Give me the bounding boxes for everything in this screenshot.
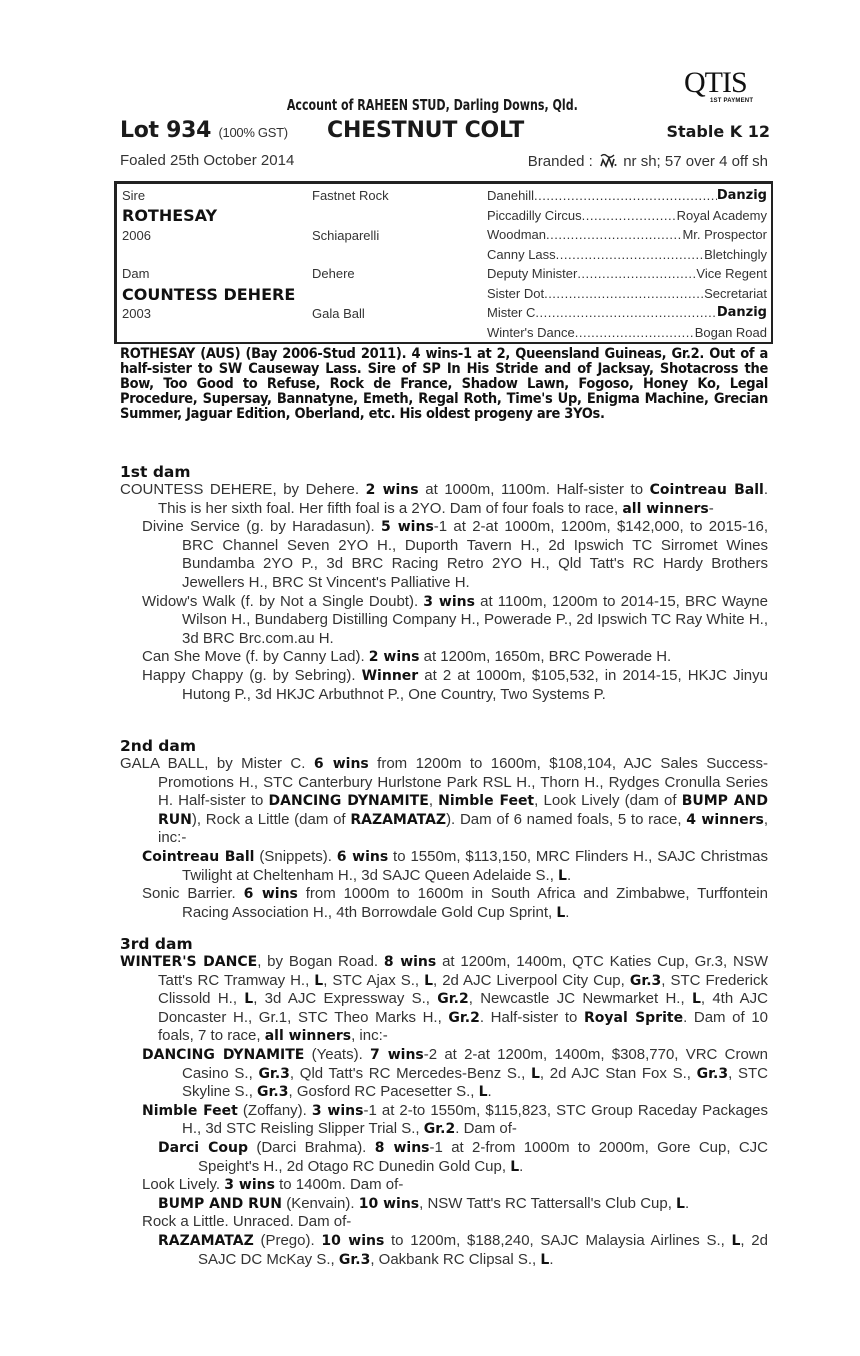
- branded-label: Branded :: [527, 153, 593, 170]
- progeny-paragraph: Rock a Little. Unraced. Dam of-: [142, 1213, 352, 1231]
- sire-dam: Schiaparelli: [312, 228, 380, 243]
- grandparent-name: Sister Dot: [487, 285, 545, 301]
- dam-label: Dam: [122, 266, 150, 281]
- leader-dots: [534, 186, 717, 206]
- great-grandsire-name: Mr. Prospector: [682, 227, 767, 242]
- leader-dots: [575, 323, 695, 343]
- second-dam-section: [120, 737, 768, 922]
- pedigree-grandparent-row: [487, 225, 767, 245]
- pedigree-grandparent-row: [487, 284, 767, 304]
- first-dam-section: [120, 463, 768, 704]
- dam-year: 2003: [122, 306, 151, 321]
- dam-paragraph: COUNTESS DEHERE, by Dehere. 2 wins at 1000m, 1100m. Half-sister to Cointreau Ball. This is her sixth foal. Her fifth foal is a 2YO. Dam of four foals to race, all winners-: [120, 481, 768, 517]
- grandparent-name: Canny Lass: [487, 246, 556, 262]
- pedigree-grandparents: [487, 186, 767, 342]
- sire-label: Sire: [122, 188, 146, 203]
- qtis-logo-text: QTIS: [684, 66, 747, 99]
- grandparent-name: Danehill: [487, 188, 534, 203]
- progeny-paragraph: Darci Coup (Darci Brahma). 8 wins-1 at 2-from 1000m to 2000m, Gore Cup, CJC Speight's H., 2d Otago RC Dunedin Gold Cup, L.: [158, 1138, 769, 1175]
- sire-name: ROTHESAY: [122, 206, 218, 225]
- grandparent-name: Piccadilly Circus: [487, 207, 582, 223]
- grandparent-name: Woodman: [487, 227, 547, 242]
- leader-dots: [544, 284, 704, 304]
- third-dam-heading: 3rd dam: [120, 935, 193, 953]
- lot-label: Lot 934: [120, 118, 212, 143]
- lot-number: [120, 118, 288, 143]
- progeny-paragraph: Widow's Walk (f. by Not a Single Doubt). 3 wins at 1100m, 1200m to 2014-15, BRC Wayne Wilson H., Bundaberg Distilling Company H., Powerade P., 2d Ipswich TC Ray White H., 3d BRC Brc.com.au H.: [142, 592, 768, 647]
- pedigree-table: [114, 181, 773, 344]
- leader-dots: [556, 245, 704, 265]
- third-dam-body: [120, 953, 768, 1269]
- great-grandsire-name: Bogan Road: [694, 324, 767, 340]
- great-grandsire-name: Vice Regent: [696, 266, 767, 281]
- account-text: Account of RAHEEN STUD, Darling Downs, Qld.: [286, 96, 578, 114]
- first-dam-heading: 1st dam: [120, 463, 191, 481]
- brand-mark-icon: [599, 152, 617, 168]
- qtis-logo-subtitle: 1ST PAYMENT: [710, 98, 754, 104]
- second-dam-body: [120, 755, 768, 922]
- leader-dots: [582, 206, 677, 226]
- third-dam-section: [120, 935, 768, 1269]
- great-grandsire-name: Royal Academy: [676, 207, 767, 223]
- leader-dots: [535, 303, 716, 323]
- great-grandsire-name: Bletchingly: [704, 246, 767, 262]
- account-line: [80, 96, 785, 114]
- foaled-date: Foaled 25th October 2014: [120, 152, 295, 169]
- grandparent-name: Mister C: [487, 305, 536, 320]
- progeny-paragraph: DANCING DYNAMITE (Yeats). 7 wins-2 at 2-at 1200m, 1400m, $308,770, VRC Crown Casino S., Gr.3, Qld Tatt's RC Mercedes-Benz S., L, 2d AJC Stan Fox S., Gr.3, STC Skyline S., Gr.3, Gosford RC Pacesetter S., L.: [142, 1045, 768, 1101]
- progeny-paragraph: Divine Service (g. by Haradasun). 5 wins-1 at 2-at 1000m, 1200m, $142,000, to 2015-16, BRC Channel Seven 2YO H., Duporth Tavern H., 2d Ipswich TC Sirromet Wines Bundamba 2YO P., 3d BRC Racing Retro 2YO H., Qld Tatt's RC Hardy Brothers Jewellers H., BRC St Vincent's Palliative H.: [142, 518, 768, 591]
- great-grandsire-name: Secretariat: [704, 285, 767, 301]
- dam-name: COUNTESS DEHERE: [122, 285, 296, 304]
- dam-dam: Gala Ball: [312, 306, 365, 321]
- pedigree-grandparent-row: [487, 323, 767, 343]
- dam-paragraph: GALA BALL, by Mister C. 6 wins from 1200m to 1600m, $108,104, AJC Sales Success-Promotions H., STC Canterbury Hurlstone Park RSL H., Thorn H., Rydges Cronulla Series H. Half-sister to DANCING DYNAMITE, Nimble Feet, Look Lively (dam of BUMP AND RUN), Rock a Little (dam of RAZAMATAZ). Dam of 6 named foals, 5 to race, 4 winners, inc:-: [120, 755, 768, 847]
- great-grandsire-name: Danzig: [716, 188, 767, 203]
- progeny-paragraph: Can She Move (f. by Canny Lad). 2 wins at 1200m, 1650m, BRC Powerade H.: [142, 648, 672, 666]
- great-grandsire-name: Danzig: [716, 305, 767, 320]
- progeny-paragraph: Happy Chappy (g. by Sebring). Winner at 2 at 1000m, $105,532, in 2014-15, HKJC Jinyu Hutong P., 3d HKJC Arbuthnot P., One Country, Two Systems P.: [142, 666, 768, 703]
- first-dam-body: [120, 481, 768, 704]
- stable-location: Stable K 12: [666, 122, 770, 141]
- sire-sire: Fastnet Rock: [312, 188, 389, 203]
- pedigree-grandparent-row: [487, 264, 767, 284]
- dam-sire: Dehere: [312, 266, 355, 281]
- pedigree-grandparent-row: [487, 186, 767, 206]
- pedigree-grandparent-row: [487, 245, 767, 265]
- leader-dots: [577, 264, 696, 284]
- leader-dots: [546, 225, 682, 245]
- lot-header: [120, 118, 770, 148]
- progeny-paragraph: BUMP AND RUN (Kenvain). 10 wins, NSW Tatt's RC Tattersall's Club Cup, L.: [158, 1194, 690, 1212]
- lot-title: CHESTNUT COLT: [327, 118, 525, 143]
- sire-summary: ROTHESAY (AUS) (Bay 2006-Stud 2011). 4 wins-1 at 2, Queensland Guineas, Gr.2. Out of a half-sister to SW Causeway Lass. Sire of SP In His Stride and of Jacksay, Shotacross the Bow, Too Good to Refuse, Rock de France, Shadow Lawn, Fogoso, Honey Ko, Legal Procedure, Supersay, Bannatyne, Emeth, Regal Roth, Time's Up, Enigma Machine, Grecian Summer, Jaguar Edition, Oberland, etc. His oldest progeny are 3YOs.: [120, 346, 768, 422]
- second-dam-heading: 2nd dam: [120, 737, 197, 755]
- progeny-paragraph: Look Lively. 3 wins to 1400m. Dam of-: [142, 1176, 404, 1194]
- sire-year: 2006: [122, 228, 151, 243]
- progeny-paragraph: Cointreau Ball (Snippets). 6 wins to 1550m, $113,150, MRC Flinders H., SAJC Christmas Twilight at Cheltenham H., 3d SAJC Queen Adelaide S., L.: [142, 847, 768, 884]
- pedigree-grandparent-row: [487, 206, 767, 226]
- progeny-paragraph: Nimble Feet (Zoffany). 3 wins-1 at 2-to 1550m, $115,823, STC Group Raceday Packages H., 3d STC Reisling Slipper Trial S., Gr.2. Dam of-: [142, 1101, 769, 1138]
- pedigree-grandparent-row: [487, 303, 767, 323]
- gst-note: (100% GST): [218, 125, 288, 140]
- branded-text: nr sh; 57 over 4 off sh: [623, 153, 768, 170]
- progeny-paragraph: RAZAMATAZ (Prego). 10 wins to 1200m, $188,240, SAJC Malaysia Airlines S., L, 2d SAJC DC McKay S., Gr.3, Oakbank RC Clipsal S., L.: [158, 1231, 768, 1268]
- brand-description: [528, 152, 768, 170]
- progeny-paragraph: Sonic Barrier. 6 wins from 1000m to 1600m in South Africa and Zimbabwe, Turffontein Racing Association H., 4th Borrowdale Gold Cup Sprint, L.: [142, 885, 768, 921]
- dam-paragraph: WINTER'S DANCE, by Bogan Road. 8 wins at 1200m, 1400m, QTC Katies Cup, Gr.3, NSW Tatt's RC Tramway H., L, STC Ajax S., L, 2d AJC Liverpool City Cup, Gr.3, STC Frederick Clissold H., L, 3d AJC Expressway S., Gr.2, Newcastle JC Newmarket H., L, 4th AJC Doncaster H., Gr.1, STC Theo Marks H., Gr.2. Half-sister to Royal Sprite. Dam of 10 foals, 7 to race, all winners, inc:-: [120, 953, 769, 1045]
- grandparent-name: Deputy Minister: [487, 266, 578, 281]
- grandparent-name: Winter's Dance: [487, 324, 575, 340]
